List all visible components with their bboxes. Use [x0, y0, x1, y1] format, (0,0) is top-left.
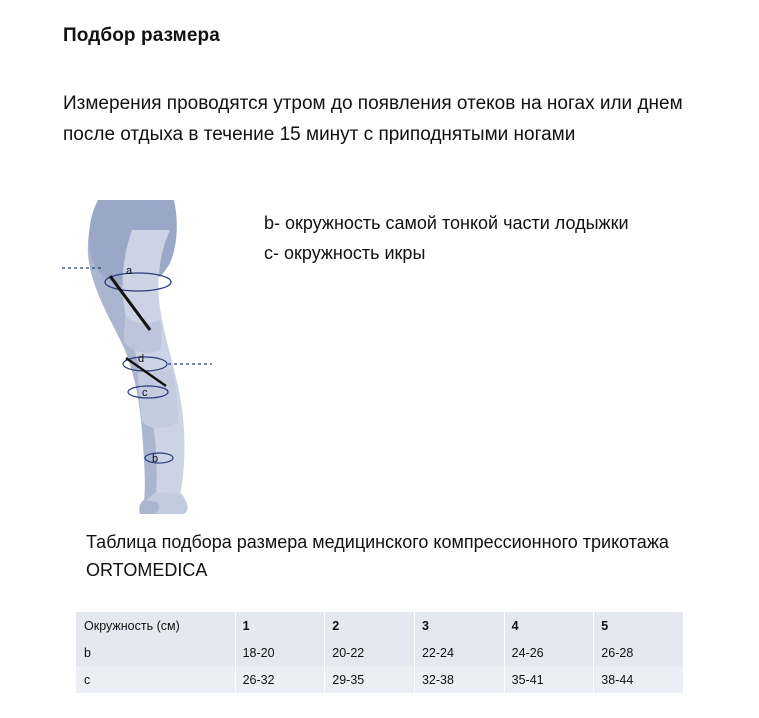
- svg-text:d: d: [138, 353, 145, 365]
- table-header-size-5: 5: [593, 612, 683, 639]
- legend-item-c: c- окружность икры: [264, 243, 426, 263]
- page-title: Подбор размера: [63, 25, 220, 46]
- cell-c-4: 35-41: [504, 666, 594, 693]
- table-row: [76, 639, 683, 666]
- table-header-size-3: 3: [414, 612, 504, 639]
- legend-item-b: b- окружность самой тонкой части лодыжки: [264, 213, 629, 233]
- table-header-size-4: 4: [504, 612, 594, 639]
- cell-c-3: 32-38: [414, 666, 504, 693]
- cell-b-4: 24-26: [504, 639, 594, 666]
- leg-measurement-illustration: [62, 196, 252, 516]
- cell-b-3: 22-24: [414, 639, 504, 666]
- table-header-size-2: 2: [324, 612, 414, 639]
- table-header-row: [76, 612, 683, 639]
- table-header-circumference: Окружность (см): [76, 612, 235, 639]
- cell-b-5: 26-28: [593, 639, 683, 666]
- cell-b-1: 18-20: [235, 639, 325, 666]
- table-row: [76, 666, 683, 693]
- size-table: [76, 612, 683, 693]
- svg-text:b: b: [152, 453, 159, 465]
- measurement-legend: [264, 208, 714, 268]
- intro-paragraph: Измерения проводятся утром до появления отеков на ногах или днем после отдыха в течение 15 минут с приподнятыми ногами: [63, 93, 683, 145]
- cell-b-2: 20-22: [324, 639, 414, 666]
- table-heading: Таблица подбора размера медицинского компрессионного трикотажа ORTOMEDICA: [86, 532, 669, 580]
- row-label-c: c: [76, 666, 235, 693]
- svg-text:a: a: [126, 265, 133, 277]
- table-header-size-1: 1: [235, 612, 325, 639]
- svg-text:c: c: [142, 387, 148, 399]
- cell-c-2: 29-35: [324, 666, 414, 693]
- cell-c-1: 26-32: [235, 666, 325, 693]
- cell-c-5: 38-44: [593, 666, 683, 693]
- row-label-b: b: [76, 639, 235, 666]
